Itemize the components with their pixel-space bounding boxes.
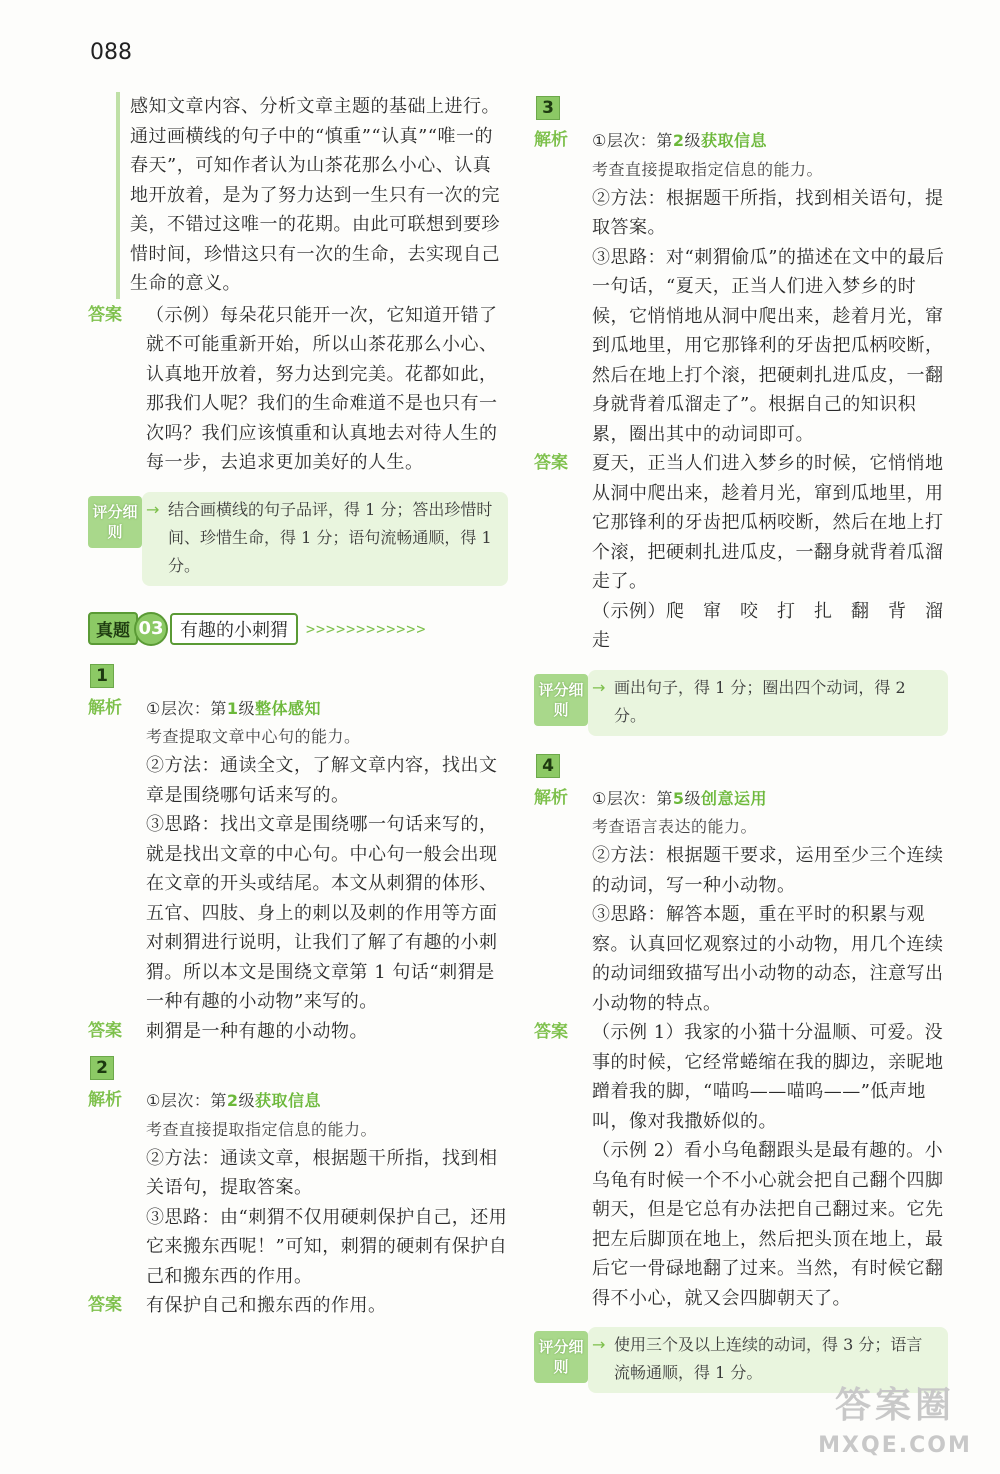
intro-block — [116, 92, 508, 299]
question-2 — [88, 1046, 508, 1321]
answer-label: 答案 — [88, 304, 122, 325]
section-header — [88, 612, 508, 646]
arrow-icon: → — [592, 1335, 606, 1354]
analysis-label: 解析 — [88, 697, 122, 718]
answer-label: 答案 — [88, 1020, 122, 1041]
answer-label: 答案 — [534, 453, 568, 473]
method-text: ②方法：通读文章，根据题干所指，找到相关语句，提取答案。 — [146, 1147, 498, 1198]
thinking-text: ③思路：由“刺猬不仅用硬刺保护自己，还用它来搬东西呢！”可知，刺猬的硬刺有保护自己和搬东西的作用。 — [146, 1206, 508, 1287]
score-text: 画出句子，得 1 分；圈出四个动词，得 2 分。 — [614, 677, 906, 725]
level-desc: 考查语言表达的能力。 — [592, 817, 758, 836]
answer-text: （示例）每朵花只能开一次，它知道开错了就不可能重新开始，所以山茶花那么小心、认真地开放着，努力达到完美。花都如此，那我们人呢？我们的生命难道不是也只有一次吗？我们应该慎重和认真地去对待人生的每一步，去追求更加美好的人生。 — [146, 304, 498, 473]
score-rules — [534, 670, 948, 736]
intro-text: 感知文章内容、分析文章主题的基础上进行。通过画横线的句子中的“慎重”“认真”“唯一的春天”，可知作者认为山茶花那么小心、认真地开放着，是为了努力达到一生只有一次的完美，不错过这唯一的花期。由此可联想到要珍惜时间，珍惜这只有一次的生命，去实现自己生命的意义。 — [130, 96, 500, 294]
analysis-label: 解析 — [534, 787, 568, 808]
method-text: ②方法：根据题干所指，找到相关语句，提取答案。 — [592, 187, 944, 238]
score-box — [142, 492, 508, 586]
question-number: 3 — [536, 96, 560, 120]
question-3 — [534, 92, 948, 736]
right-column — [534, 92, 948, 1401]
level-line: ①层次：第2级获取信息 — [592, 131, 768, 150]
score-box — [588, 1327, 948, 1393]
analysis-label: 解析 — [88, 1090, 122, 1110]
left-column — [88, 92, 508, 1321]
answer-label: 答案 — [88, 1295, 122, 1315]
thinking-text: ③思路：找出文章是围绕哪一句话来写的，就是找出文章的中心句。中心句一般会出现在文章的开头或结尾。本文从刺猬的体形、五官、四肢、身上的刺以及刺的作用等方面对刺猬进行说明，让我们了解了有趣的小刺猬。所以本文是围绕文章第 1 句话“刺猬是一种有趣的小动物”来写的。 — [146, 814, 498, 1012]
thinking-text: ③思路：对“刺猬偷瓜”的描述在文中的最后一句话，“夏天，正当人们进入梦乡的时候，它悄悄地从洞中爬出来，趁着月光，窜到瓜地里，用它那锋利的牙齿把瓜柄咬断，然后在地上打个滚，把硬刺扎进瓜皮，一翻身就背着瓜溜走了”。根据自己的知识积累，圈出其中的动词即可。 — [592, 246, 945, 445]
answer-text: 刺猬是一种有趣的小动物。 — [146, 1020, 368, 1042]
score-tag: 评分细则 — [534, 674, 588, 726]
method-text: ②方法：根据题干要求，运用至少三个连续的动词，写一种小动物。 — [592, 845, 944, 896]
question-number: 4 — [536, 754, 560, 778]
level-line: ①层次：第1级整体感知 — [146, 698, 322, 718]
level-desc: 考查直接提取指定信息的能力。 — [592, 159, 824, 179]
level-desc: 考查提取文章中心句的能力。 — [146, 727, 361, 746]
score-text: 结合画横线的句子品评，得 1 分；答出珍惜时间、珍惜生命，得 1 分；语句流畅通顺，得 1 分。 — [168, 499, 493, 575]
level-desc: 考查直接提取指定信息的能力。 — [146, 1119, 378, 1139]
arrow-icon: → — [146, 499, 160, 519]
section-badge: 真题 — [88, 612, 138, 645]
answer-example-2: （示例 2）看小乌龟翻跟头是最有趣的。小乌龟有时候一个不小心就会把自己翻个四脚朝天，但是它总有办法把自己翻过来。它先把左后脚顶在地上，然后把头顶在地上，最后它一骨碌地翻了过来。当然，有时候它翻得不小心，就又会四脚朝天了。 — [592, 1140, 944, 1309]
chevron-icon: >>>>>>>>>>>> — [306, 619, 427, 638]
answer-block — [88, 301, 508, 478]
section-title: 有趣的小刺猬 — [170, 613, 298, 645]
page-number: 088 — [90, 40, 132, 65]
answer-example-1: （示例 1）我家的小猫十分温顺、可爱。没事的时候，它经常蜷缩在我的脚边，亲昵地蹭着我的脚，“喵呜——喵呜——”低声地叫，像对我撒娇似的。 — [592, 1022, 944, 1132]
level-line: ①层次：第5级创意运用 — [592, 788, 768, 808]
score-tag: 评分细则 — [88, 496, 142, 548]
analysis-label: 解析 — [534, 130, 568, 150]
score-rules — [534, 1327, 948, 1393]
score-rules — [88, 492, 508, 586]
thinking-text: ③思路：解答本题，重在平时的积累与观察。认真回忆观察过的小动物，用几个连续的动词细致描写出小动物的动态，注意写出小动物的特点。 — [592, 904, 944, 1014]
question-number: 1 — [90, 664, 114, 688]
question-number: 2 — [90, 1056, 114, 1080]
level-line: ①层次：第2级获取信息 — [146, 1091, 322, 1110]
question-4 — [534, 744, 948, 1394]
watermark-logo: 答案圈 MXQE.COM — [818, 1385, 972, 1458]
answer-text: 有保护自己和搬东西的作用。 — [146, 1295, 387, 1316]
score-box — [588, 670, 948, 736]
answer-label: 答案 — [534, 1022, 568, 1042]
method-text: ②方法：通读全文，了解文章内容，找出文章是围绕哪句话来写的。 — [146, 755, 498, 806]
answer-text: 夏天，正当人们进入梦乡的时候，它悄悄地从洞中爬出来，趁着月光，窜到瓜地里，用它那锋利的牙齿把瓜柄咬断，然后在地上打个滚，把硬刺扎进瓜皮，一翻身就背着瓜溜走了。 — [592, 453, 944, 592]
section-number: 03 — [134, 612, 168, 646]
question-1 — [88, 654, 508, 1047]
answer-extra: （示例）爬 窜 咬 打 扎 翻 背 溜走 — [592, 600, 944, 651]
score-tag: 评分细则 — [534, 1331, 588, 1383]
arrow-icon: → — [592, 677, 606, 697]
score-text: 使用三个及以上连续的动词，得 3 分；语言流畅通顺，得 1 分。 — [614, 1335, 923, 1382]
